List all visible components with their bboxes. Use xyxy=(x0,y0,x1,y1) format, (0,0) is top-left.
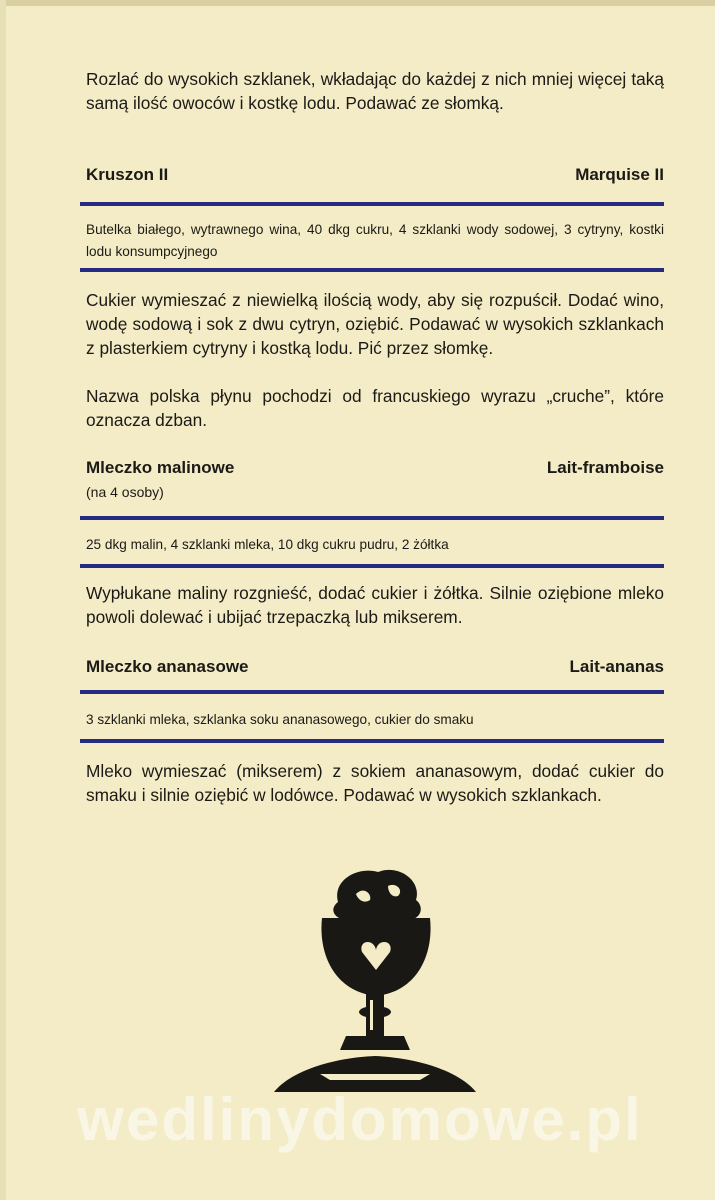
watermark: wedlinydomowe.pl xyxy=(77,1086,643,1153)
recipe-ingredients: 25 dkg malin, 4 szklanki mleka, 10 dkg cukru pudru, 2 żółtka xyxy=(86,537,449,552)
divider-rule xyxy=(80,564,664,568)
divider-rule xyxy=(80,202,664,206)
recipe-title: Mleczko ananasowe xyxy=(86,657,249,676)
recipe-instructions: Mleko wymieszać (mikserem) z sokiem ananasowym, dodać cukier do smaku i silnie oziębić w lodówce. Podawać w wysokich szklankach. xyxy=(86,761,664,805)
recipe-ingredients: Butelka białego, wytrawnego wina, 40 dkg cukru, 4 szklanki wody sodowej, 3 cytryny, kostki lodu konsumpcyjnego xyxy=(86,222,664,259)
recipe-header-kruszon xyxy=(86,165,664,191)
recipe-header-ananasowe xyxy=(86,657,664,683)
recipe-ingredients: 3 szklanki mleka, szklanka soku ananasowego, cukier do smaku xyxy=(86,712,474,727)
recipe-instructions: Wypłukane maliny rozgnieść, dodać cukier i żółtka. Silnie oziębione mleko powoli dolewać i ubijać trzepaczką lub mikserem. xyxy=(86,583,664,627)
page-top-edge xyxy=(0,0,715,6)
recipe-title-french: Lait-ananas xyxy=(569,657,664,676)
recipe-title: Kruszon II xyxy=(86,165,169,184)
recipe-title-french: Marquise II xyxy=(575,165,664,184)
recipe-header-malinowe xyxy=(86,458,664,484)
recipe-note: Nazwa polska płynu pochodzi od francuskiego wyrazu „cruche”, które oznacza dzban. xyxy=(86,386,664,430)
divider-rule xyxy=(80,690,664,694)
dessert-cup-icon xyxy=(260,860,490,1100)
page-left-edge xyxy=(0,0,6,1200)
divider-rule xyxy=(80,268,664,272)
recipe-instructions: Cukier wymieszać z niewielką ilością wody, aby się rozpuścił. Dodać wino, wodę sodową i sok z dwu cytryn, oziębić. Podawać w wysokich szklankach z plasterkiem cytryny i kostką lodu. Pić przez słomkę. xyxy=(86,290,664,358)
recipe-title: Mleczko malinowe xyxy=(86,458,235,477)
recipe-servings: (na 4 osoby) xyxy=(86,484,164,500)
divider-rule xyxy=(80,516,664,520)
divider-rule xyxy=(80,739,664,743)
recipe-title-french: Lait-framboise xyxy=(546,458,664,477)
intro-paragraph: Rozlać do wysokich szklanek, wkładając do każdej z nich mniej więcej taką samą ilość owoców i kostkę lodu. Podawać ze słomką. xyxy=(86,69,664,113)
